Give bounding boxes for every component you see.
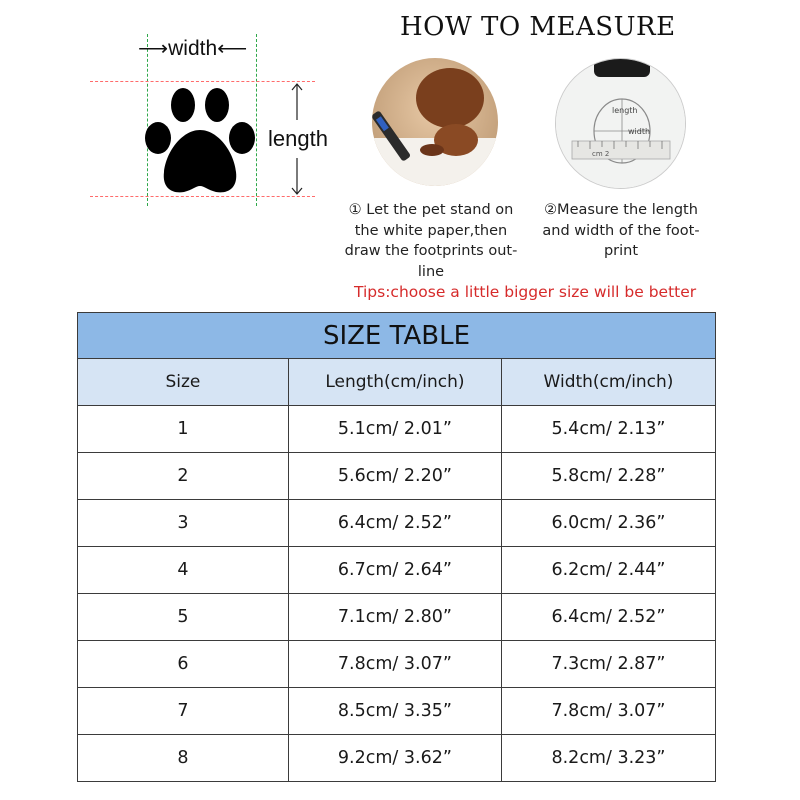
- size-cell: 6: [78, 641, 289, 688]
- step2-photo: [555, 58, 686, 189]
- width-label: width: [168, 37, 218, 60]
- table-row: [78, 547, 716, 594]
- column-header-width: Width(cm/inch): [501, 359, 715, 406]
- table-row: [78, 594, 716, 641]
- table-row: [78, 641, 716, 688]
- column-header-size: Size: [78, 359, 289, 406]
- size-cell: 5: [78, 594, 289, 641]
- width-cell: 6.4cm/ 2.52”: [501, 594, 715, 641]
- step2-instruction: ②Measure the length and width of the foot-print: [542, 202, 700, 259]
- table-row: [78, 688, 716, 735]
- length-cell: 7.1cm/ 2.80”: [288, 594, 501, 641]
- size-table-title: SIZE TABLE: [78, 313, 716, 359]
- size-table: [77, 312, 716, 782]
- size-cell: 8: [78, 735, 289, 782]
- paw-measure-diagram: [90, 30, 340, 210]
- length-cell: 5.1cm/ 2.01”: [288, 406, 501, 453]
- width-measure: [138, 36, 247, 61]
- how-to-measure-title: HOW TO MEASURE: [400, 12, 676, 42]
- length-cell: 8.5cm/ 3.35”: [288, 688, 501, 735]
- step1-instruction: ① Let the pet stand on the white paper,then draw the footprints out-line: [344, 202, 518, 280]
- arrow-right-icon: ⟶: [138, 37, 169, 60]
- arrow-left-icon: ⟵: [217, 37, 248, 60]
- size-cell: 4: [78, 547, 289, 594]
- photo-width-text: width: [628, 127, 651, 136]
- width-cell: 5.4cm/ 2.13”: [501, 406, 715, 453]
- table-row: [78, 735, 716, 782]
- width-cell: 7.3cm/ 2.87”: [501, 641, 715, 688]
- length-label: length: [268, 126, 328, 151]
- photo-ruler-text: cm 2: [592, 150, 610, 158]
- width-cell: 8.2cm/ 3.23”: [501, 735, 715, 782]
- length-cell: 5.6cm/ 2.20”: [288, 453, 501, 500]
- table-row: [78, 500, 716, 547]
- size-tip: Tips:choose a little bigger size will be better: [354, 283, 697, 301]
- width-cell: 7.8cm/ 3.07”: [501, 688, 715, 735]
- size-cell: 2: [78, 453, 289, 500]
- table-row: [78, 453, 716, 500]
- table-row: [78, 406, 716, 453]
- size-cell: 7: [78, 688, 289, 735]
- length-cell: 9.2cm/ 3.62”: [288, 735, 501, 782]
- photo-length-text: length: [612, 106, 638, 115]
- length-cell: 6.4cm/ 2.52”: [288, 500, 501, 547]
- size-cell: 1: [78, 406, 289, 453]
- step1-photo: [372, 58, 498, 186]
- column-header-length: Length(cm/inch): [288, 359, 501, 406]
- width-cell: 6.2cm/ 2.44”: [501, 547, 715, 594]
- paw-print-icon: [140, 80, 260, 200]
- length-cell: 7.8cm/ 3.07”: [288, 641, 501, 688]
- width-cell: 5.8cm/ 2.28”: [501, 453, 715, 500]
- size-cell: 3: [78, 500, 289, 547]
- width-cell: 6.0cm/ 2.36”: [501, 500, 715, 547]
- length-cell: 6.7cm/ 2.64”: [288, 547, 501, 594]
